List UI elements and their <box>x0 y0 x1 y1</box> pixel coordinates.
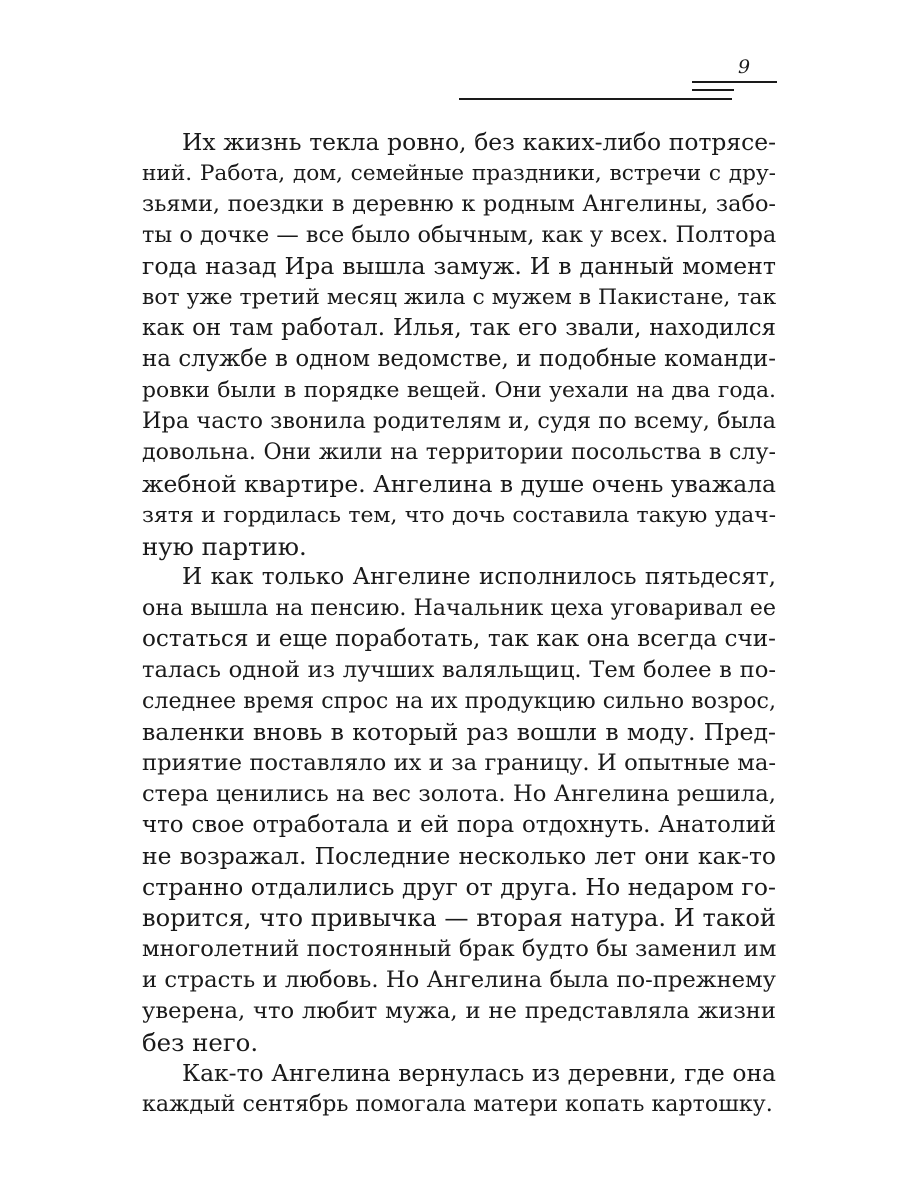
text-line: Как-то Ангелина вернулась из деревни, где она <box>182 1059 776 1088</box>
text-line: не возражал. Последние несколько лет они как-то <box>142 842 776 871</box>
text-line: приятие поставляло их и за границу. И опытные ма- <box>142 749 776 776</box>
text-line: ровки были в порядке вещей. Они уехали на два года. <box>142 378 776 404</box>
body-text <box>142 127 776 1121</box>
paragraph <box>142 562 776 1059</box>
text-line: многолетний постоянный брак будто бы заменил им <box>142 936 777 963</box>
text-line: ную партию. <box>142 531 307 561</box>
text-line: талась одной из лучших валяльщиц. Тем более в по- <box>142 656 776 683</box>
paragraph <box>142 1058 776 1120</box>
text-line: ворится, что привычка — вторая натура. И такой <box>142 904 776 933</box>
text-line: зятя и гордилась тем, что дочь составила такую удач- <box>142 502 776 528</box>
page-number: 9 <box>738 56 751 78</box>
text-line: что свое отработала и ей пора отдохнуть. Анатолий <box>142 812 776 839</box>
text-line: Ира часто звонила родителям и, судя по всему, была <box>142 408 776 435</box>
text-line: валенки вновь в который раз вошли в моду. Пред- <box>142 717 776 746</box>
text-line: следнее время спрос на их продукцию сильно возрос, <box>142 687 776 714</box>
text-line: она вышла на пенсию. Начальник цеха уговаривал ее <box>142 594 776 621</box>
text-line: уверена, что любит мужа, и не представляла жизни <box>142 998 776 1025</box>
text-line: ний. Работа, дом, семейные праздники, встречи с дру- <box>142 161 776 187</box>
text-line: без него. <box>142 1028 259 1058</box>
text-line: остаться и еще поработать, так как она всегда счи- <box>142 625 776 652</box>
text-line: стера ценились на вес золота. Но Ангелина решила, <box>142 780 776 807</box>
page-header <box>0 0 900 110</box>
text-line: зьями, поездки в деревню к родным Ангелины, забо- <box>142 191 776 218</box>
text-line: ты о дочке — все было обычным, как у всех. Полтора <box>142 222 777 249</box>
header-rule-top <box>692 81 777 83</box>
paragraph <box>142 127 776 562</box>
header-rule-long <box>459 98 732 100</box>
header-rule-middle <box>692 89 734 91</box>
text-line: И как только Ангелине исполнилось пятьдесят, <box>182 563 776 590</box>
text-line: каждый сентябрь помогала матери копать картошку. <box>142 1091 773 1118</box>
text-line: странно отдалились друг от друга. Но недаром го- <box>142 873 777 902</box>
text-line: Их жизнь текла ровно, без каких-либо потрясе- <box>182 128 776 156</box>
text-line: и страсть и любовь. Но Ангелина была по-прежнему <box>142 967 776 994</box>
text-line: как он там работал. Илья, так его звали, находился <box>142 315 776 342</box>
text-line: вот уже третий месяц жила с мужем в Пакистане, так <box>142 285 777 311</box>
text-line: жебной квартире. Ангелина в душе очень уважала <box>142 469 776 498</box>
text-line: на службе в одном ведомстве, и подобные команди- <box>142 346 776 373</box>
text-line: года назад Ира вышла замуж. И в данный момент <box>142 252 776 281</box>
text-line: довольна. Они жили на территории посольства в слу- <box>142 439 776 466</box>
